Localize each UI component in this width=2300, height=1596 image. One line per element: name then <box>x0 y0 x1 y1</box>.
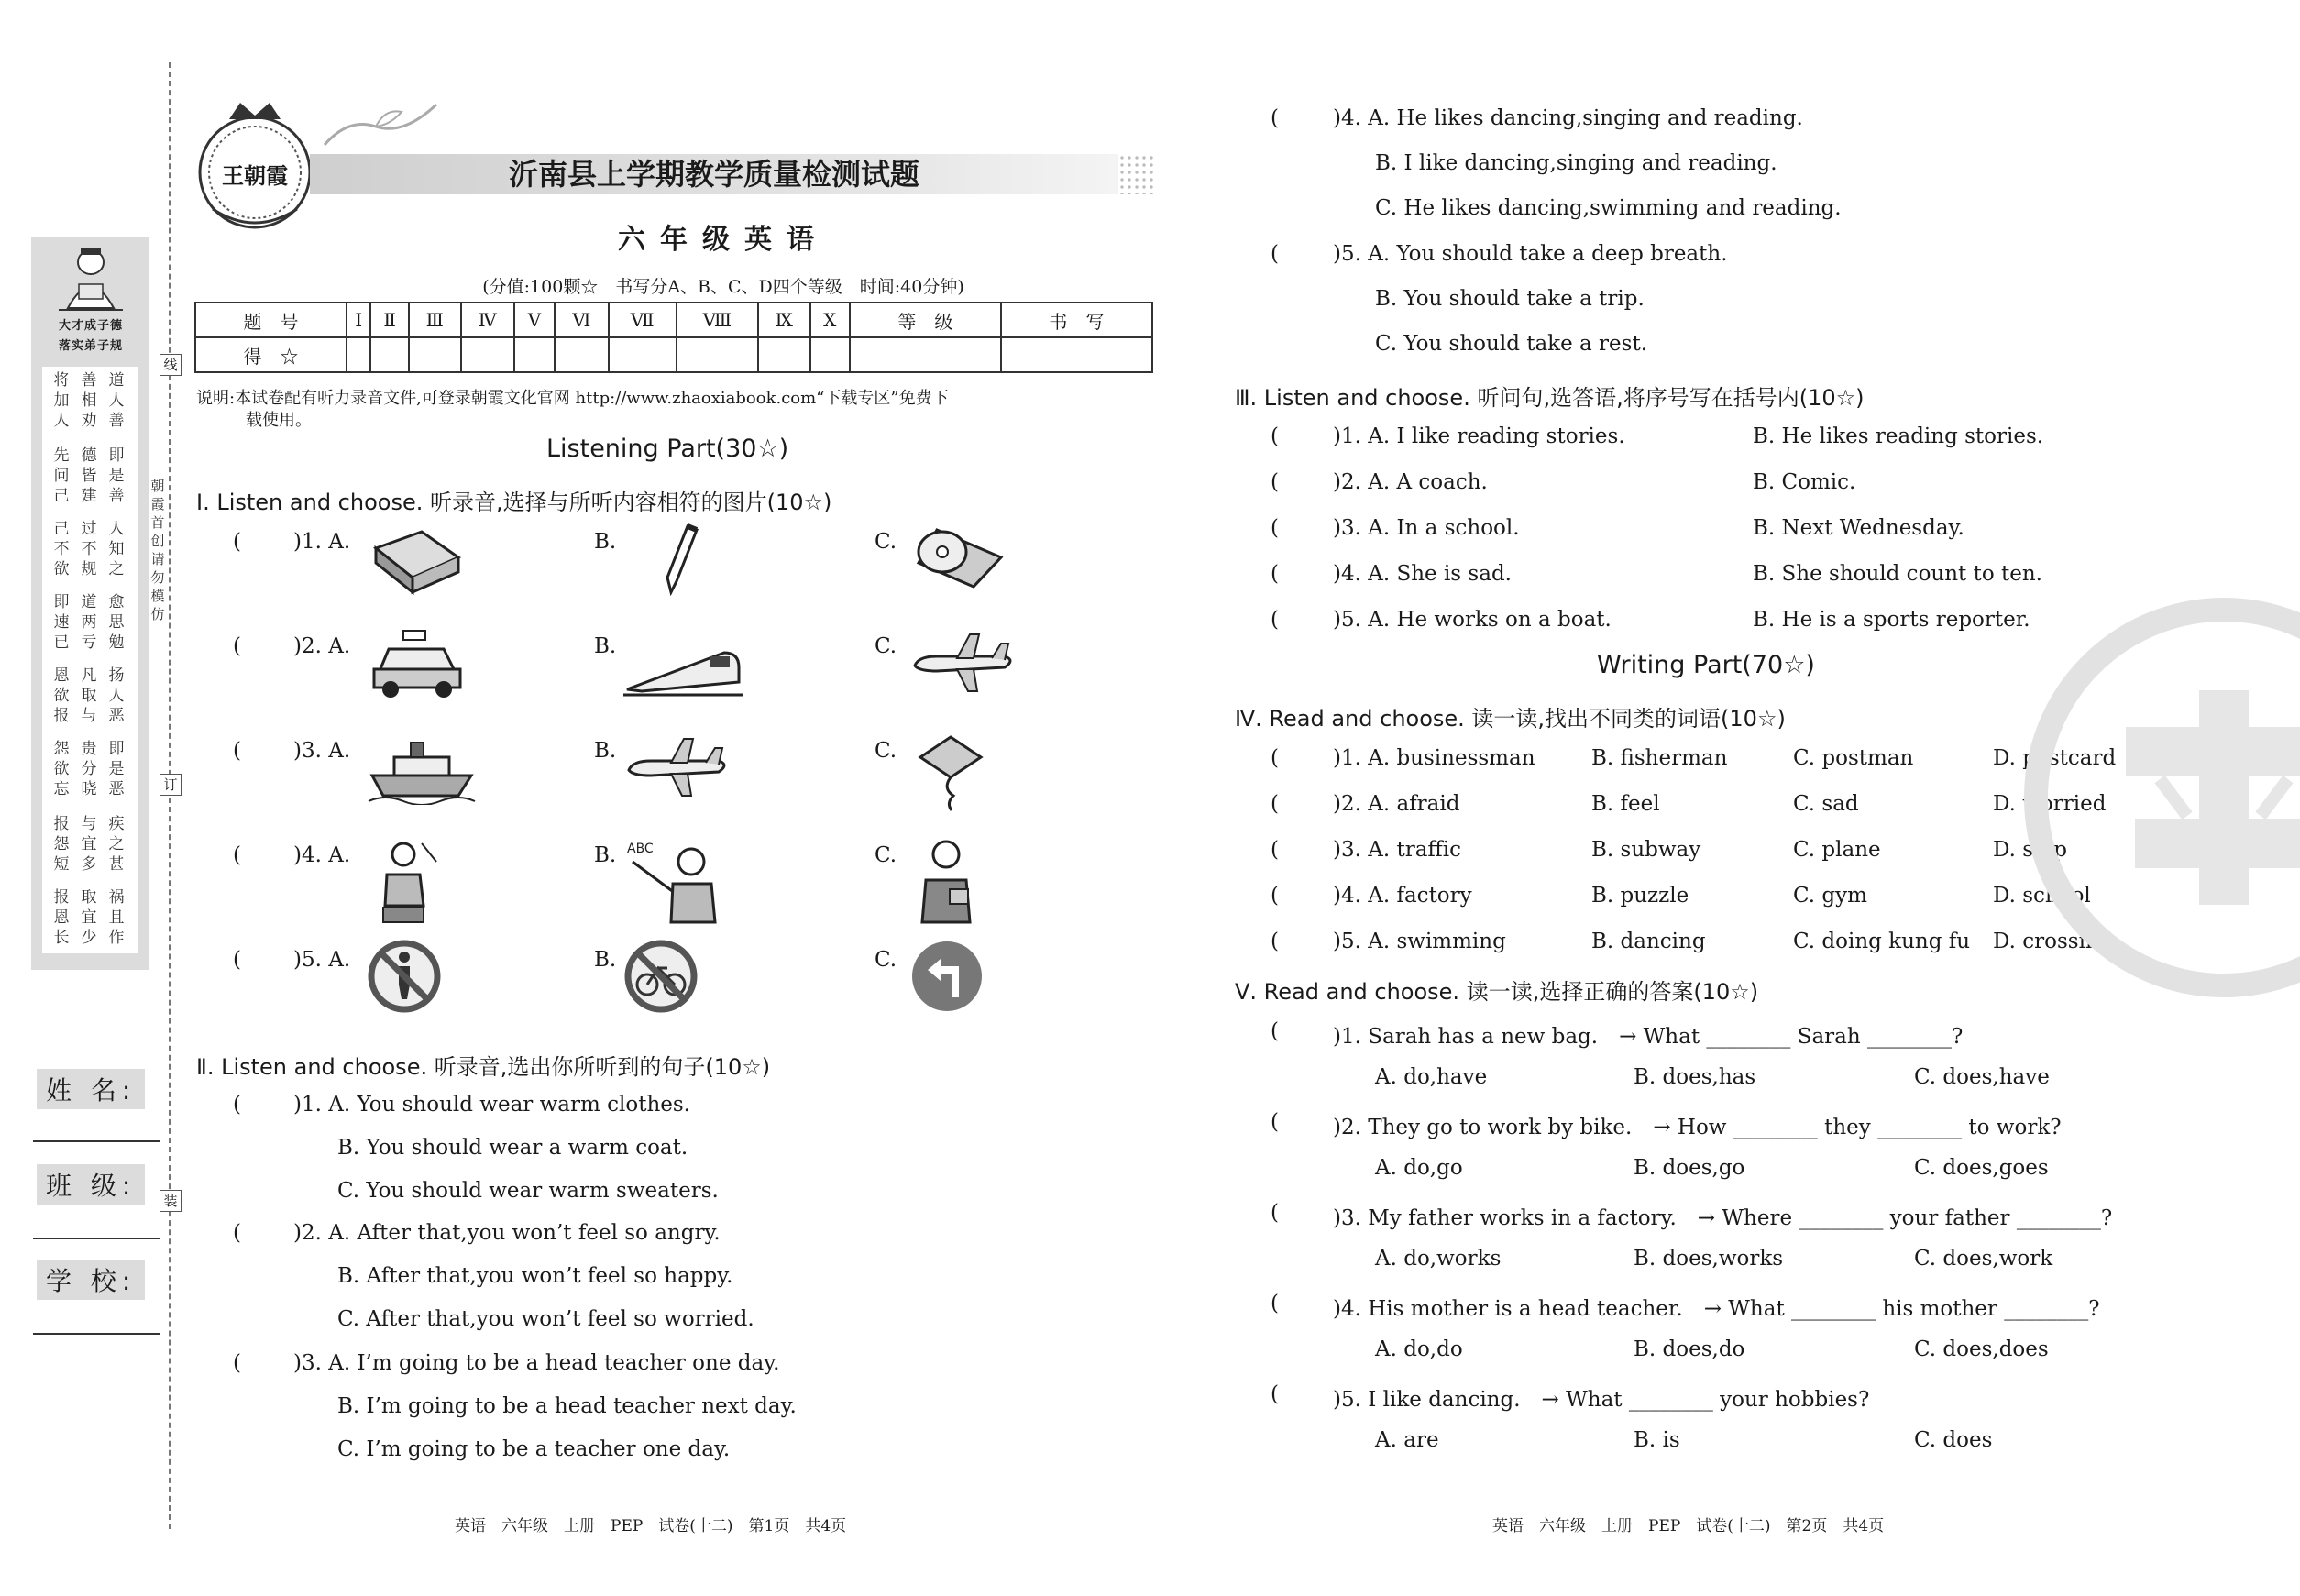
word-option: B. subway <box>1591 838 1701 862</box>
score-header-cell: 书 写 <box>1001 303 1152 337</box>
exam-subject: 六年级英语 <box>618 224 829 256</box>
motto-line-2: 落实弟子规 <box>58 339 123 353</box>
score-cell[interactable] <box>677 337 758 372</box>
answer-option-a: A. do,do <box>1375 1337 1463 1361</box>
option-c-label: C. <box>875 843 897 867</box>
question-number: )1. A. <box>293 530 351 554</box>
maxim-col: 祸且作 <box>108 888 125 947</box>
answer-option-a: A. do,works <box>1375 1247 1502 1271</box>
word-option: D. school <box>1993 884 2091 908</box>
maxim-col: 将加人 <box>53 371 70 430</box>
question-stem: )1. Sarah has a new bag. → What ________ Sarah ________? <box>1333 1025 1964 1049</box>
section-4-title: Ⅳ. Read and choose. 读一读,找出不同类的词语(10☆) <box>1235 706 1786 732</box>
score-header-cell: Ⅸ <box>758 303 810 337</box>
answer-option-a: A. are <box>1375 1428 1439 1452</box>
answer-option-c: C. does,work <box>1914 1247 2053 1271</box>
maxim-col: 扬人恶 <box>108 666 125 725</box>
answer-blank[interactable]: ( <box>233 1221 241 1245</box>
option-b-label: B. <box>594 948 617 972</box>
question-option-b: B. After that,you won’t feel so happy. <box>337 1264 733 1288</box>
option-c-label: C. <box>875 948 897 972</box>
answer-blank[interactable]: ( <box>1271 1201 1279 1225</box>
answer-option-c: C. does <box>1914 1428 1993 1452</box>
answer-blank[interactable]: ( <box>233 1351 241 1375</box>
answer-option-a: A. do,go <box>1375 1156 1463 1180</box>
answer-blank[interactable]: ( <box>1271 1110 1279 1134</box>
score-cell[interactable] <box>758 337 810 372</box>
kite-icon[interactable] <box>909 730 992 816</box>
score-cell[interactable] <box>347 337 370 372</box>
option-c-label: C. <box>875 634 897 658</box>
score-cell[interactable] <box>810 337 850 372</box>
download-note <box>196 388 1159 432</box>
question-stem: )3. My father works in a factory. → Where ________ your father ________? <box>1333 1206 2113 1230</box>
question-option-a: )3. A. traffic <box>1333 838 1461 862</box>
maxim-col: 贵分晓 <box>81 740 97 798</box>
svg-text:ABC: ABC <box>627 842 654 856</box>
answer-option-c: C. does,goes <box>1914 1156 2049 1180</box>
question-option-a: )2. A. afraid <box>1333 792 1460 816</box>
word-option: B. fisherman <box>1591 746 1728 770</box>
answer-option-c: C. does,does <box>1914 1337 2049 1361</box>
question-option-b: B. You should wear a warm coat. <box>337 1136 688 1160</box>
maxim-col: 凡取与 <box>81 666 97 725</box>
answer-blank[interactable]: ( <box>1271 424 1279 448</box>
answer-option-a: A. do,have <box>1375 1065 1488 1089</box>
seal-ding: 订 <box>160 774 182 796</box>
section-1-title: Ⅰ. Listen and choose. 听录音,选择与所听内容相符的图片(10☆) <box>196 490 832 515</box>
maxim-col: 与宜多 <box>81 815 97 874</box>
score-header-cell: Ⅳ <box>461 303 515 337</box>
answer-option-b: B. does,do <box>1634 1337 1745 1361</box>
word-option: B. dancing <box>1591 930 1706 953</box>
question-number: )3. A. <box>293 739 351 763</box>
answer-blank[interactable]: ( <box>1271 516 1279 540</box>
turn-left-sign[interactable] <box>909 939 985 1018</box>
question-option-b: B. Comic. <box>1753 470 1856 494</box>
option-b-label: B. <box>594 843 617 867</box>
section-3-title: Ⅲ. Listen and choose. 听问句,选答语,将序号写在括号内(10☆) <box>1235 385 1865 411</box>
score-header-cell: Ⅵ <box>555 303 609 337</box>
copyright-note: 朝霞首创 请勿模仿 <box>150 478 165 622</box>
question-option-a: )2. A. After that,you won’t feel so angry. <box>293 1221 721 1245</box>
maxim-col: 报恩长 <box>53 888 70 947</box>
score-cell[interactable] <box>850 337 1001 372</box>
word-option: D. ship <box>1993 838 2067 862</box>
score-header-cell: Ⅶ <box>609 303 677 337</box>
maxim-col: 善相劝 <box>81 371 97 430</box>
question-option-b: B. She should count to ten. <box>1753 562 2042 586</box>
score-cell[interactable] <box>609 337 677 372</box>
answer-blank[interactable]: ( <box>1271 470 1279 494</box>
word-option: D. postcard <box>1993 746 2117 770</box>
answer-blank[interactable]: ( <box>1271 746 1279 770</box>
question-number: )5. A. <box>293 948 351 972</box>
score-row-label: 得 ☆ <box>195 337 347 372</box>
word-option: D. worried <box>1993 792 2107 816</box>
answer-blank[interactable]: ( <box>1271 930 1279 953</box>
option-c-label: C. <box>875 530 897 554</box>
title-dots <box>1118 154 1155 194</box>
score-header-cell: Ⅰ <box>347 303 370 337</box>
question-option-a: )1. A. I like reading stories. <box>1333 424 1625 448</box>
answer-blank[interactable]: ( <box>233 948 241 972</box>
name-field[interactable] <box>33 1140 160 1142</box>
question-stem: )4. His mother is a head teacher. → What ________ his mother ________? <box>1333 1297 2100 1321</box>
maxim-col: 即是恶 <box>108 740 125 798</box>
maxim-col: 己不欲 <box>53 520 70 578</box>
option-b-label: B. <box>594 634 617 658</box>
answer-option-b: B. does,works <box>1634 1247 1784 1271</box>
footer-left: 英语 六年级 上册 PEP 试卷(十二) 第1页 共4页 <box>455 1517 847 1535</box>
seal-xian: 线 <box>160 354 182 376</box>
maxim-col: 德皆建 <box>81 446 97 505</box>
brand-logo-text: 王朝霞 <box>222 162 288 189</box>
score-header-cell: Ⅱ <box>370 303 409 337</box>
answer-blank[interactable]: ( <box>1271 792 1279 816</box>
answer-blank[interactable]: ( <box>1271 1292 1279 1315</box>
teacher-icon[interactable] <box>623 834 724 930</box>
question-stem: )2. They go to work by bike. → How ________ they ________ to work? <box>1333 1116 2062 1139</box>
answer-option-b: B. does,go <box>1634 1156 1745 1180</box>
score-header-cell: 题 号 <box>195 303 347 337</box>
question-number: )4. A. <box>293 843 351 867</box>
class-label: 班 级: <box>37 1164 145 1205</box>
book-icon[interactable] <box>367 521 468 600</box>
score-header-cell: Ⅷ <box>677 303 758 337</box>
question-option-b: B. Next Wednesday. <box>1753 516 1964 540</box>
maxim-col: 恩欲报 <box>53 666 70 725</box>
question-option-a: )2. A. A coach. <box>1333 470 1488 494</box>
writing-part-title: Writing Part(70☆) <box>1597 651 1815 679</box>
name-label: 姓 名: <box>37 1069 145 1109</box>
question-option-b: B. I like dancing,singing and reading. <box>1375 151 1777 175</box>
download-note-line-2: 载使用。 <box>246 411 312 430</box>
word-option: D. crossing <box>1993 930 2113 953</box>
maxim-col: 过不规 <box>81 520 97 578</box>
option-b-label: B. <box>594 739 617 763</box>
score-cell[interactable] <box>409 337 461 372</box>
answer-blank[interactable]: ( <box>233 739 241 763</box>
maxim-col: 人知之 <box>108 520 125 578</box>
question-option-c: C. I’m going to be a teacher one day. <box>337 1437 731 1461</box>
question-option-a: )5. A. He works on a boat. <box>1333 608 1612 632</box>
taxi-icon[interactable] <box>367 625 468 704</box>
maxim-col: 怨欲忘 <box>53 740 70 798</box>
question-option-b: B. He likes reading stories. <box>1753 424 2044 448</box>
ribbon-decoration <box>321 99 440 150</box>
scholar-figure-icon <box>50 244 132 314</box>
binding-line <box>169 62 171 1529</box>
score-header-cell: Ⅲ <box>409 303 461 337</box>
word-option: C. postman <box>1793 746 1914 770</box>
pencil-icon[interactable] <box>623 521 724 600</box>
answer-blank[interactable]: ( <box>1271 884 1279 908</box>
listening-part-title: Listening Part(30☆) <box>546 435 789 463</box>
motto-line-1: 大才成子德 <box>58 319 123 333</box>
word-option: B. puzzle <box>1591 884 1689 908</box>
score-cell[interactable] <box>370 337 409 372</box>
question-stem: )5. I like dancing. → What ________ your hobbies? <box>1333 1388 1870 1412</box>
question-option-c: C. You should take a rest. <box>1375 332 1648 356</box>
score-table <box>194 302 1153 373</box>
plane-icon[interactable] <box>623 730 733 809</box>
answer-option-b: B. does,has <box>1634 1065 1756 1089</box>
score-header-cell: Ⅴ <box>514 303 555 337</box>
answer-blank[interactable]: ( <box>1271 106 1279 130</box>
question-option-a: )3. A. In a school. <box>1333 516 1520 540</box>
score-table-header-row <box>195 303 1152 337</box>
score-header-cell: Ⅹ <box>810 303 850 337</box>
question-option-a: )5. A. You should take a deep breath. <box>1333 242 1728 266</box>
cd-icon[interactable] <box>909 521 1010 600</box>
train-icon[interactable] <box>623 625 743 704</box>
score-cell[interactable] <box>461 337 515 372</box>
question-option-c: C. He likes dancing,swimming and reading. <box>1375 196 1842 220</box>
score-header-cell: 等 级 <box>850 303 1001 337</box>
answer-blank[interactable]: ( <box>1271 838 1279 862</box>
maxim-col: 先问己 <box>53 446 70 505</box>
maxim-col: 取宜少 <box>81 888 97 947</box>
secret-watermark-icon <box>2022 596 2300 999</box>
answer-option-b: B. is <box>1634 1428 1680 1452</box>
question-option-a: )1. A. businessman <box>1333 746 1535 770</box>
maxim-col: 疾之甚 <box>108 815 125 874</box>
answer-blank[interactable]: ( <box>233 1093 241 1117</box>
section-2-title: Ⅱ. Listen and choose. 听录音,选出你所听到的句子(10☆) <box>196 1054 771 1080</box>
no-bicycle-sign[interactable] <box>623 939 699 1018</box>
score-table-score-row <box>195 337 1152 372</box>
question-option-c: C. After that,you won’t feel so worried. <box>337 1307 754 1331</box>
answer-blank[interactable]: ( <box>233 634 241 658</box>
question-option-b: B. He is a sports reporter. <box>1753 608 2030 632</box>
school-field[interactable] <box>33 1333 160 1335</box>
word-option: C. doing kung fu <box>1793 930 1971 953</box>
maxim-col: 即是善 <box>108 446 125 505</box>
maxim-col: 道人善 <box>108 371 125 430</box>
maxim-col: 报怨短 <box>53 815 70 874</box>
exam-title: 沂南县上学期教学质量检测试题 <box>508 157 919 192</box>
ship-icon[interactable] <box>367 730 477 809</box>
maxim-col: 愈思勉 <box>108 593 125 652</box>
question-option-b: B. You should take a trip. <box>1375 287 1645 311</box>
answer-option-c: C. does,have <box>1914 1065 2050 1089</box>
question-option-b: B. I’m going to be a head teacher next day. <box>337 1394 797 1418</box>
plane-icon[interactable] <box>909 625 1019 704</box>
download-note-line-1: 说明:本试卷配有听力录音文件,可登录朝霞文化官网 http://www.zhaoxiabook.com“下载专区”免费下 <box>196 389 949 408</box>
answer-blank[interactable]: ( <box>233 530 241 554</box>
question-option-a: )5. A. swimming <box>1333 930 1506 953</box>
word-option: C. sad <box>1793 792 1859 816</box>
class-field[interactable] <box>33 1238 160 1239</box>
section-5-title: Ⅴ. Read and choose. 读一读,选择正确的答案(10☆) <box>1235 979 1759 1005</box>
seal-zhuang: 装 <box>160 1190 182 1212</box>
exam-meta: (分值:100颗☆ 书写分A、B、C、D四个等级 时间:40分钟) <box>482 277 964 297</box>
option-b-label: B. <box>594 530 617 554</box>
word-option: C. plane <box>1793 838 1881 862</box>
question-option-a: )3. A. I’m going to be a head teacher one day. <box>293 1351 780 1375</box>
worker-icon[interactable] <box>367 834 449 930</box>
question-option-c: C. You should wear warm sweaters. <box>337 1179 719 1203</box>
score-cell[interactable] <box>555 337 609 372</box>
school-label: 学 校: <box>37 1260 145 1300</box>
answer-blank[interactable]: ( <box>1271 608 1279 632</box>
answer-blank[interactable]: ( <box>1271 242 1279 266</box>
maxim-col: 即速已 <box>53 593 70 652</box>
answer-blank[interactable]: ( <box>1271 1382 1279 1406</box>
answer-blank[interactable]: ( <box>1271 562 1279 586</box>
maxim-col: 道两亏 <box>81 593 97 652</box>
footer-right: 英语 六年级 上册 PEP 试卷(十二) 第2页 共4页 <box>1492 1517 1885 1535</box>
answer-blank[interactable]: ( <box>233 843 241 867</box>
answer-blank[interactable]: ( <box>1271 1019 1279 1043</box>
question-option-a: )4. A. She is sad. <box>1333 562 1512 586</box>
option-c-label: C. <box>875 739 897 763</box>
word-option: C. gym <box>1793 884 1867 908</box>
question-option-a: )4. A. He likes dancing,singing and reading. <box>1333 106 1803 130</box>
word-option: B. feel <box>1591 792 1660 816</box>
score-cell[interactable] <box>1001 337 1152 372</box>
no-pedestrian-sign[interactable] <box>367 939 442 1018</box>
reporter-icon[interactable] <box>909 834 983 930</box>
question-option-a: )4. A. factory <box>1333 884 1472 908</box>
question-option-a: )1. A. You should wear warm clothes. <box>293 1093 690 1117</box>
question-number: )2. A. <box>293 634 351 658</box>
score-cell[interactable] <box>514 337 555 372</box>
